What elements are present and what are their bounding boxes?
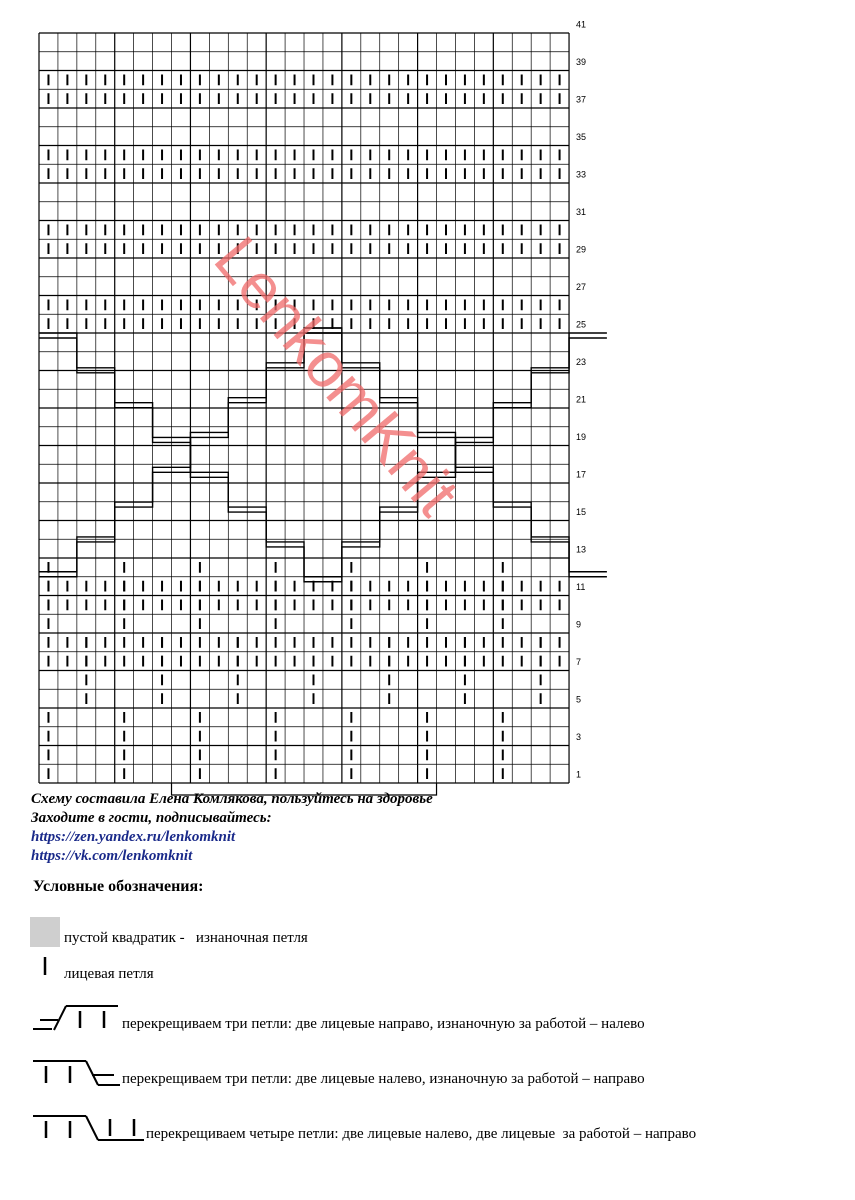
legend-item-purl (30, 917, 308, 947)
legend-text-cross-four: перекрещиваем четыре петли: две лицевые налево, две лицевые за работой – направо (146, 1126, 697, 1142)
row-label: 29 (576, 244, 587, 255)
legend-item-cross-left (30, 1058, 645, 1088)
legend-text-knit: лицевая петля (64, 966, 154, 982)
row-label: 25 (576, 319, 587, 330)
link-vk[interactable]: https://vk.com/lenkomknit (31, 848, 193, 864)
row-label: 17 (576, 469, 587, 480)
legend-item-knit (30, 953, 154, 983)
row-label: 3 (576, 732, 582, 743)
legend-text-purl: пустой квадратик - изнаночная петля (64, 930, 308, 946)
legend-text-cross-left: перекрещиваем три петли: две лицевые налево, изнаночную за работой – направо (122, 1071, 645, 1087)
cross-four-icon (30, 1113, 146, 1143)
row-label: 35 (576, 132, 587, 143)
link-zen[interactable]: https://zen.yandex.ru/lenkomknit (31, 829, 236, 845)
row-label: 23 (576, 357, 587, 368)
cross-left-icon (30, 1058, 122, 1088)
row-label: 19 (576, 432, 587, 443)
legend-text-cross-right: перекрещиваем три петли: две лицевые направо, изнаночную за работой – налево (122, 1016, 645, 1032)
credits-block (31, 790, 731, 866)
row-label: 13 (576, 544, 587, 555)
knit-stitch-icon (30, 953, 62, 983)
row-label: 39 (576, 57, 587, 68)
row-label: 21 (576, 394, 587, 405)
row-label: 41 (576, 19, 587, 30)
purl-square-icon (30, 917, 60, 947)
row-label: 7 (576, 657, 582, 668)
row-label: 31 (576, 207, 587, 218)
row-label: 9 (576, 619, 582, 630)
row-label: 33 (576, 169, 587, 180)
row-label: 37 (576, 94, 587, 105)
legend-item-cross-four (30, 1113, 696, 1143)
cross-right-icon (30, 1003, 122, 1033)
row-label: 15 (576, 507, 587, 518)
watermark-text: LenkomKnit (200, 223, 474, 529)
row-label: 5 (576, 694, 582, 705)
author-line: Схему составила Елена Комлякова, пользуйтесь на здоровье (31, 791, 433, 807)
legend-item-cross-right (30, 1003, 645, 1033)
row-label: 27 (576, 282, 587, 293)
row-label: 1 (576, 769, 582, 780)
legend-title: Условные обозначения: (33, 878, 204, 895)
row-label: 11 (576, 582, 586, 593)
visit-line: Заходите в гости, подписывайтесь: (31, 810, 272, 826)
